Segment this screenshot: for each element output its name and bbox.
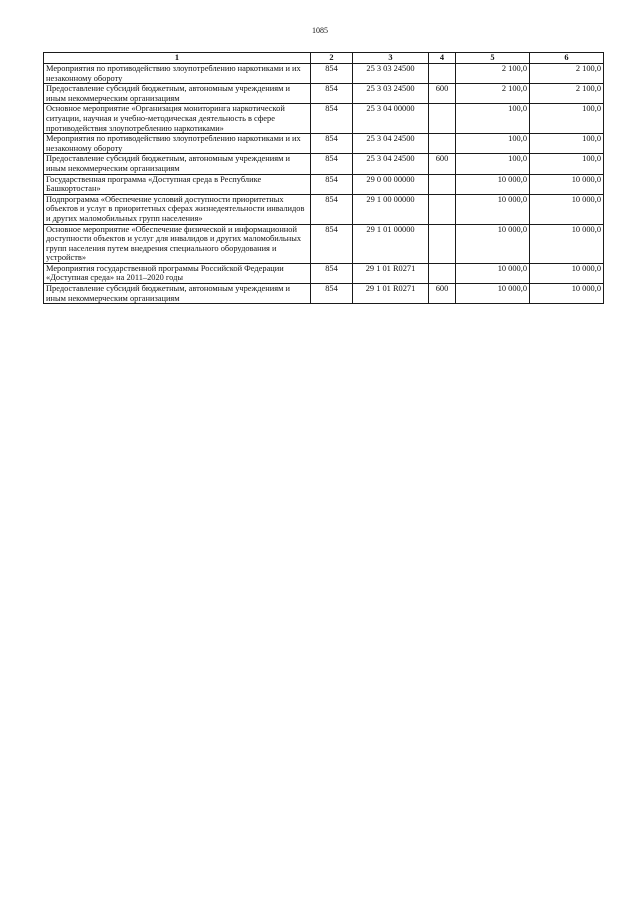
row-csr: 25 3 03 24500 xyxy=(353,84,429,104)
table-row xyxy=(44,263,604,283)
row-sum2: 100,0 xyxy=(530,104,604,134)
row-sum1: 2 100,0 xyxy=(456,84,530,104)
row-name: Предоставление субсидий бюджетным, автономным учреждениям и иным некоммерческим организациям xyxy=(44,284,311,304)
row-name: Предоставление субсидий бюджетным, автономным учреждениям и иным некоммерческим организациям xyxy=(44,84,311,104)
row-name: Основное мероприятие «Обеспечение физической и информационной доступности объектов и услуг для инвалидов и других маломобильных групп населения путем внедрения специального оборудования и устройств» xyxy=(44,224,311,263)
row-ministry: 854 xyxy=(311,194,353,224)
header-cell-sum1: 5 xyxy=(456,53,530,64)
row-sum2: 2 100,0 xyxy=(530,64,604,84)
table-row xyxy=(44,104,604,134)
row-sum2: 100,0 xyxy=(530,154,604,174)
table-body xyxy=(44,64,604,304)
row-csr: 25 3 04 24500 xyxy=(353,154,429,174)
row-vr xyxy=(429,224,456,263)
row-vr xyxy=(429,104,456,134)
row-vr xyxy=(429,134,456,154)
row-sum2: 100,0 xyxy=(530,134,604,154)
page-number: 1085 xyxy=(312,26,328,35)
row-name: Государственная программа «Доступная среда в Республике Башкортостан» xyxy=(44,174,311,194)
row-sum1: 10 000,0 xyxy=(456,194,530,224)
row-name: Мероприятия государственной программы Российской Федерации «Доступная среда» на 2011–2020 годы xyxy=(44,263,311,283)
row-sum2: 10 000,0 xyxy=(530,224,604,263)
row-vr: 600 xyxy=(429,154,456,174)
row-ministry: 854 xyxy=(311,134,353,154)
table-header xyxy=(44,53,604,64)
table-row xyxy=(44,84,604,104)
row-sum2: 10 000,0 xyxy=(530,174,604,194)
row-vr xyxy=(429,174,456,194)
table-row xyxy=(44,64,604,84)
header-cell-csr: 3 xyxy=(353,53,429,64)
table-row xyxy=(44,134,604,154)
row-sum1: 10 000,0 xyxy=(456,263,530,283)
row-sum1: 100,0 xyxy=(456,154,530,174)
header-cell-name: 1 xyxy=(44,53,311,64)
row-csr: 29 1 01 R0271 xyxy=(353,284,429,304)
row-name: Основное мероприятие «Организация мониторинга наркотической ситуации, научная и учебно-методическая деятельность в сфере противодействия злоупотреблению наркотиками» xyxy=(44,104,311,134)
row-sum2: 10 000,0 xyxy=(530,263,604,283)
row-ministry: 854 xyxy=(311,174,353,194)
table-row xyxy=(44,174,604,194)
header-cell-vr: 4 xyxy=(429,53,456,64)
table-row xyxy=(44,224,604,263)
row-sum1: 10 000,0 xyxy=(456,174,530,194)
row-vr xyxy=(429,194,456,224)
row-ministry: 854 xyxy=(311,104,353,134)
row-ministry: 854 xyxy=(311,224,353,263)
header-row xyxy=(44,53,604,64)
row-vr xyxy=(429,64,456,84)
row-csr: 29 1 01 00000 xyxy=(353,224,429,263)
row-ministry: 854 xyxy=(311,64,353,84)
row-name: Мероприятия по противодействию злоупотреблению наркотиками и их незаконному обороту xyxy=(44,134,311,154)
row-sum2: 2 100,0 xyxy=(530,84,604,104)
row-vr: 600 xyxy=(429,84,456,104)
row-csr: 29 0 00 00000 xyxy=(353,174,429,194)
row-csr: 29 1 00 00000 xyxy=(353,194,429,224)
row-sum1: 10 000,0 xyxy=(456,284,530,304)
row-csr: 29 1 01 R0271 xyxy=(353,263,429,283)
row-csr: 25 3 03 24500 xyxy=(353,64,429,84)
row-name: Предоставление субсидий бюджетным, автономным учреждениям и иным некоммерческим организациям xyxy=(44,154,311,174)
row-sum2: 10 000,0 xyxy=(530,194,604,224)
row-ministry: 854 xyxy=(311,263,353,283)
row-name: Подпрограмма «Обеспечение условий доступности приоритетных объектов и услуг в приоритетных сферах жизнедеятельности инвалидов и других маломобильных групп населения» xyxy=(44,194,311,224)
row-csr: 25 3 04 00000 xyxy=(353,104,429,134)
budget-table xyxy=(43,52,604,304)
row-ministry: 854 xyxy=(311,154,353,174)
row-sum1: 100,0 xyxy=(456,134,530,154)
row-csr: 25 3 04 24500 xyxy=(353,134,429,154)
header-cell-ministry: 2 xyxy=(311,53,353,64)
row-sum1: 2 100,0 xyxy=(456,64,530,84)
row-ministry: 854 xyxy=(311,84,353,104)
row-sum1: 100,0 xyxy=(456,104,530,134)
row-sum1: 10 000,0 xyxy=(456,224,530,263)
table-row xyxy=(44,194,604,224)
row-vr xyxy=(429,263,456,283)
row-vr: 600 xyxy=(429,284,456,304)
header-cell-sum2: 6 xyxy=(530,53,604,64)
row-sum2: 10 000,0 xyxy=(530,284,604,304)
table-row xyxy=(44,284,604,304)
row-ministry: 854 xyxy=(311,284,353,304)
row-name: Мероприятия по противодействию злоупотреблению наркотиками и их незаконному обороту xyxy=(44,64,311,84)
table-row xyxy=(44,154,604,174)
